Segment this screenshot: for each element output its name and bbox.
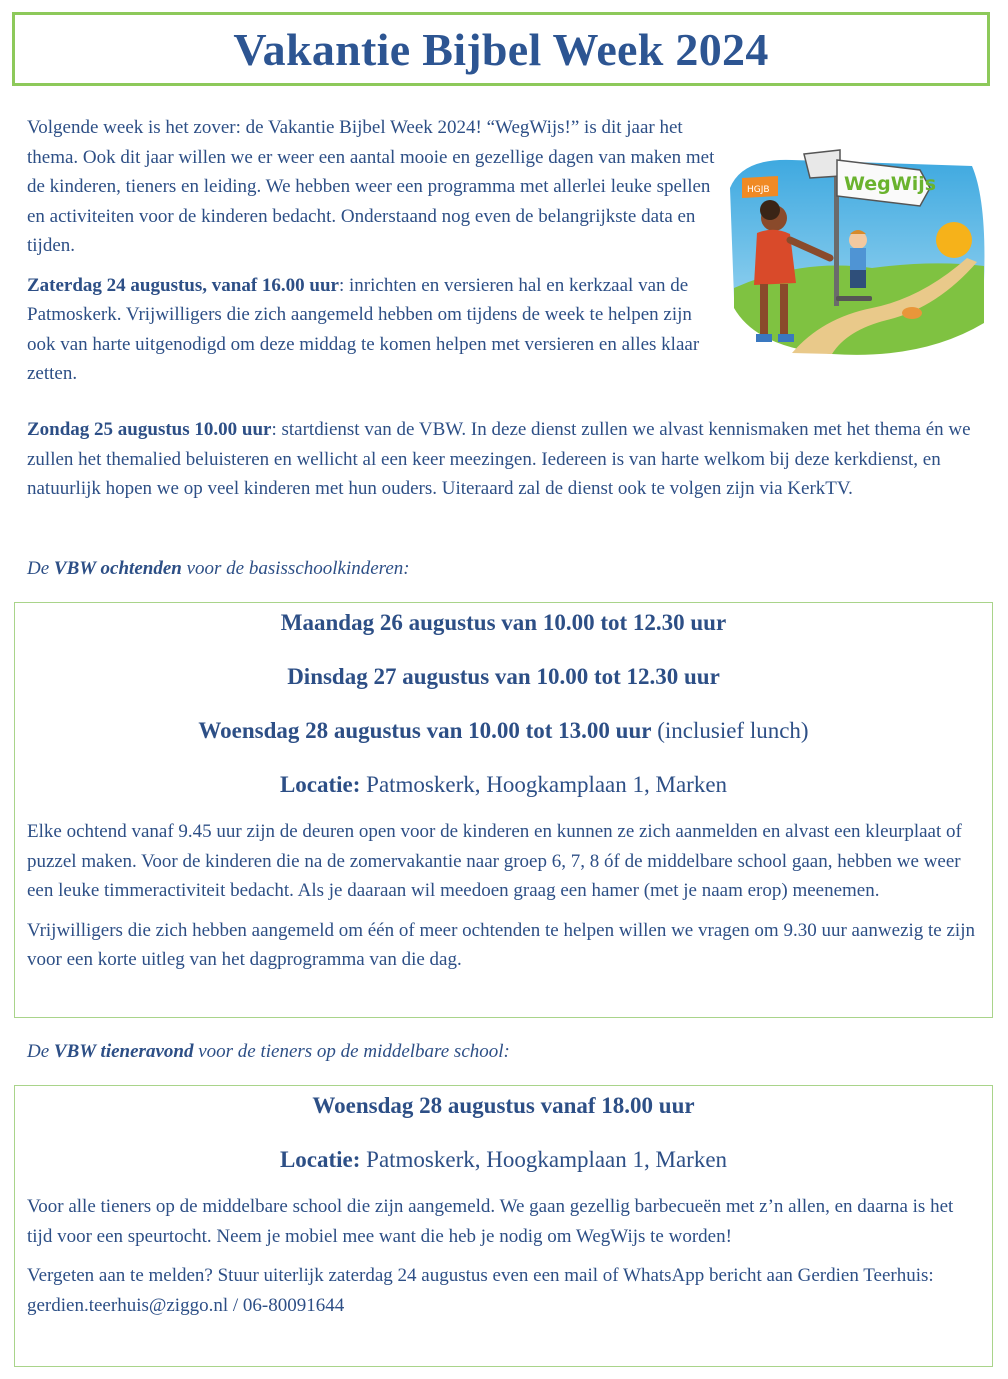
sunday-text: : startdienst van de VBW. In deze dienst zullen we alvast kennismaken met het thema én we zullen het themalied beluisteren en wellicht al een keer meezingen. Iedereen is van harte welkom bij deze kerkdienst, en natuurlijk hopen we op veel kinderen met hun ouders. Uiteraard zal de dienst ook te volgen zijn via KerkTV.: [27, 419, 971, 499]
mornings-lead-post: voor de basisschoolkinderen:: [181, 558, 410, 579]
wednesday-line: Woensdag 28 augustus van 10.00 tot 13.00 uur: [198, 718, 652, 743]
rock-shape: [902, 307, 922, 319]
boy-shirt: [850, 248, 866, 270]
boy-shorts: [850, 270, 866, 288]
sunday-heading: Zondag 25 augustus 10.00 uur: [27, 419, 272, 440]
location-value: Patmoskerk, Hoogkamplaan 1, Marken: [360, 772, 728, 797]
girl-leg-right: [780, 284, 788, 334]
teens-lead-bold: VBW tieneravond: [53, 1041, 194, 1062]
wegwijs-illustration: [722, 148, 994, 368]
location-label: Locatie:: [279, 772, 361, 797]
badge-text: HGJB: [747, 185, 770, 195]
page-title: Vakantie Bijbel Week 2024: [233, 23, 769, 75]
girl-shoe-right: [778, 334, 794, 342]
teens-location-label: Locatie:: [279, 1147, 361, 1172]
mornings-lead-pre: De: [27, 558, 54, 579]
contact-paragraph: Vergeten aan te melden? Stuur uiterlijk zaterdag 24 augustus even een mail of WhatsApp bericht aan Gerdien Teerhuis: gerdien.teerhuis@ziggo.nl / 06-80091644: [27, 1265, 934, 1316]
girl-leg-left: [760, 284, 768, 334]
sign-left: [804, 150, 840, 178]
teens-box: [14, 1085, 993, 1367]
girl-shoe-left: [756, 334, 772, 342]
teens-paragraph: Voor alle tieners op de middelbare school die zijn aangemeld. We gaan gezellig barbecueën met z’n allen, en daarna is het tijd voor een speurtocht. Neem je mobiel mee want die heb je nodig om WegWijs te worden!: [27, 1196, 954, 1247]
mornings-box: [14, 602, 993, 1018]
title-box: [12, 12, 990, 86]
mornings-lead: [27, 554, 982, 584]
volunteers-paragraph: Vrijwilligers die zich hebben aangemeld om één of meer ochtenden te helpen willen we vragen om 9.30 uur aanwezig te zijn voor een korte uitleg van het dagprogramma van die dag.: [27, 919, 975, 970]
mornings-paragraph: Elke ochtend vanaf 9.45 uur zijn de deuren open voor de kinderen en kunnen ze zich aanmelden en alvast een kleurplaat of puzzel maken. Voor de kinderen die na de zomervakantie naar groep 6, 7, 8 óf de middelbare school gaan, hebben we weer een leuke timmeractiviteit bedacht. Als je daaraan wil meedoen graag een hamer (met je naam erop) meenemen.: [27, 821, 962, 901]
skateboard: [836, 296, 872, 301]
wednesday-note: (inclusief lunch): [651, 718, 809, 743]
mornings-lead-bold: VBW ochtenden: [53, 558, 182, 579]
intro-section: [27, 113, 717, 389]
teens-lead-pre: De: [27, 1041, 54, 1062]
saturday-paragraph: [27, 271, 717, 389]
saturday-heading: Zaterdag 24 augustus, vanaf 16.00 uur: [27, 274, 339, 296]
saturday-text: : inrichten en versieren hal en kerkzaal van de Patmoskerk. Vrijwilligers die zich aangemeld hebben om tijdens de week te helpen zijn ook van harte uitgenodigd om deze middag te komen helpen met versieren en alles klaar zetten.: [27, 274, 700, 384]
teens-location-value: Patmoskerk, Hoogkamplaan 1, Marken: [360, 1147, 728, 1172]
teens-lead: [27, 1037, 982, 1067]
teens-lead-post: voor de tieners op de middelbare school:: [193, 1041, 510, 1062]
monday-line: Maandag 26 augustus van 10.00 tot 12.30 uur: [280, 610, 727, 635]
sign-text: WegWijs: [844, 173, 937, 195]
girl-hair: [760, 200, 780, 220]
sunday-section: [27, 415, 982, 504]
intro-paragraph: Volgende week is het zover: de Vakantie Bijbel Week 2024! “WegWijs!” is dit jaar het thema. Ook dit jaar willen we er weer een aantal mooie en gezellige dagen van maken met de kinderen, tieners en leiding. We hebben weer een programma met allerlei leuke spellen en activiteiten voor de kinderen bedacht. Onderstaand nog even de belangrijkste data en tijden.: [27, 117, 715, 256]
sun-icon: [936, 222, 972, 258]
tuesday-line: Dinsdag 27 augustus van 10.00 tot 12.30 uur: [287, 664, 720, 689]
teens-date-line: Woensdag 28 augustus vanaf 18.00 uur: [312, 1093, 695, 1118]
